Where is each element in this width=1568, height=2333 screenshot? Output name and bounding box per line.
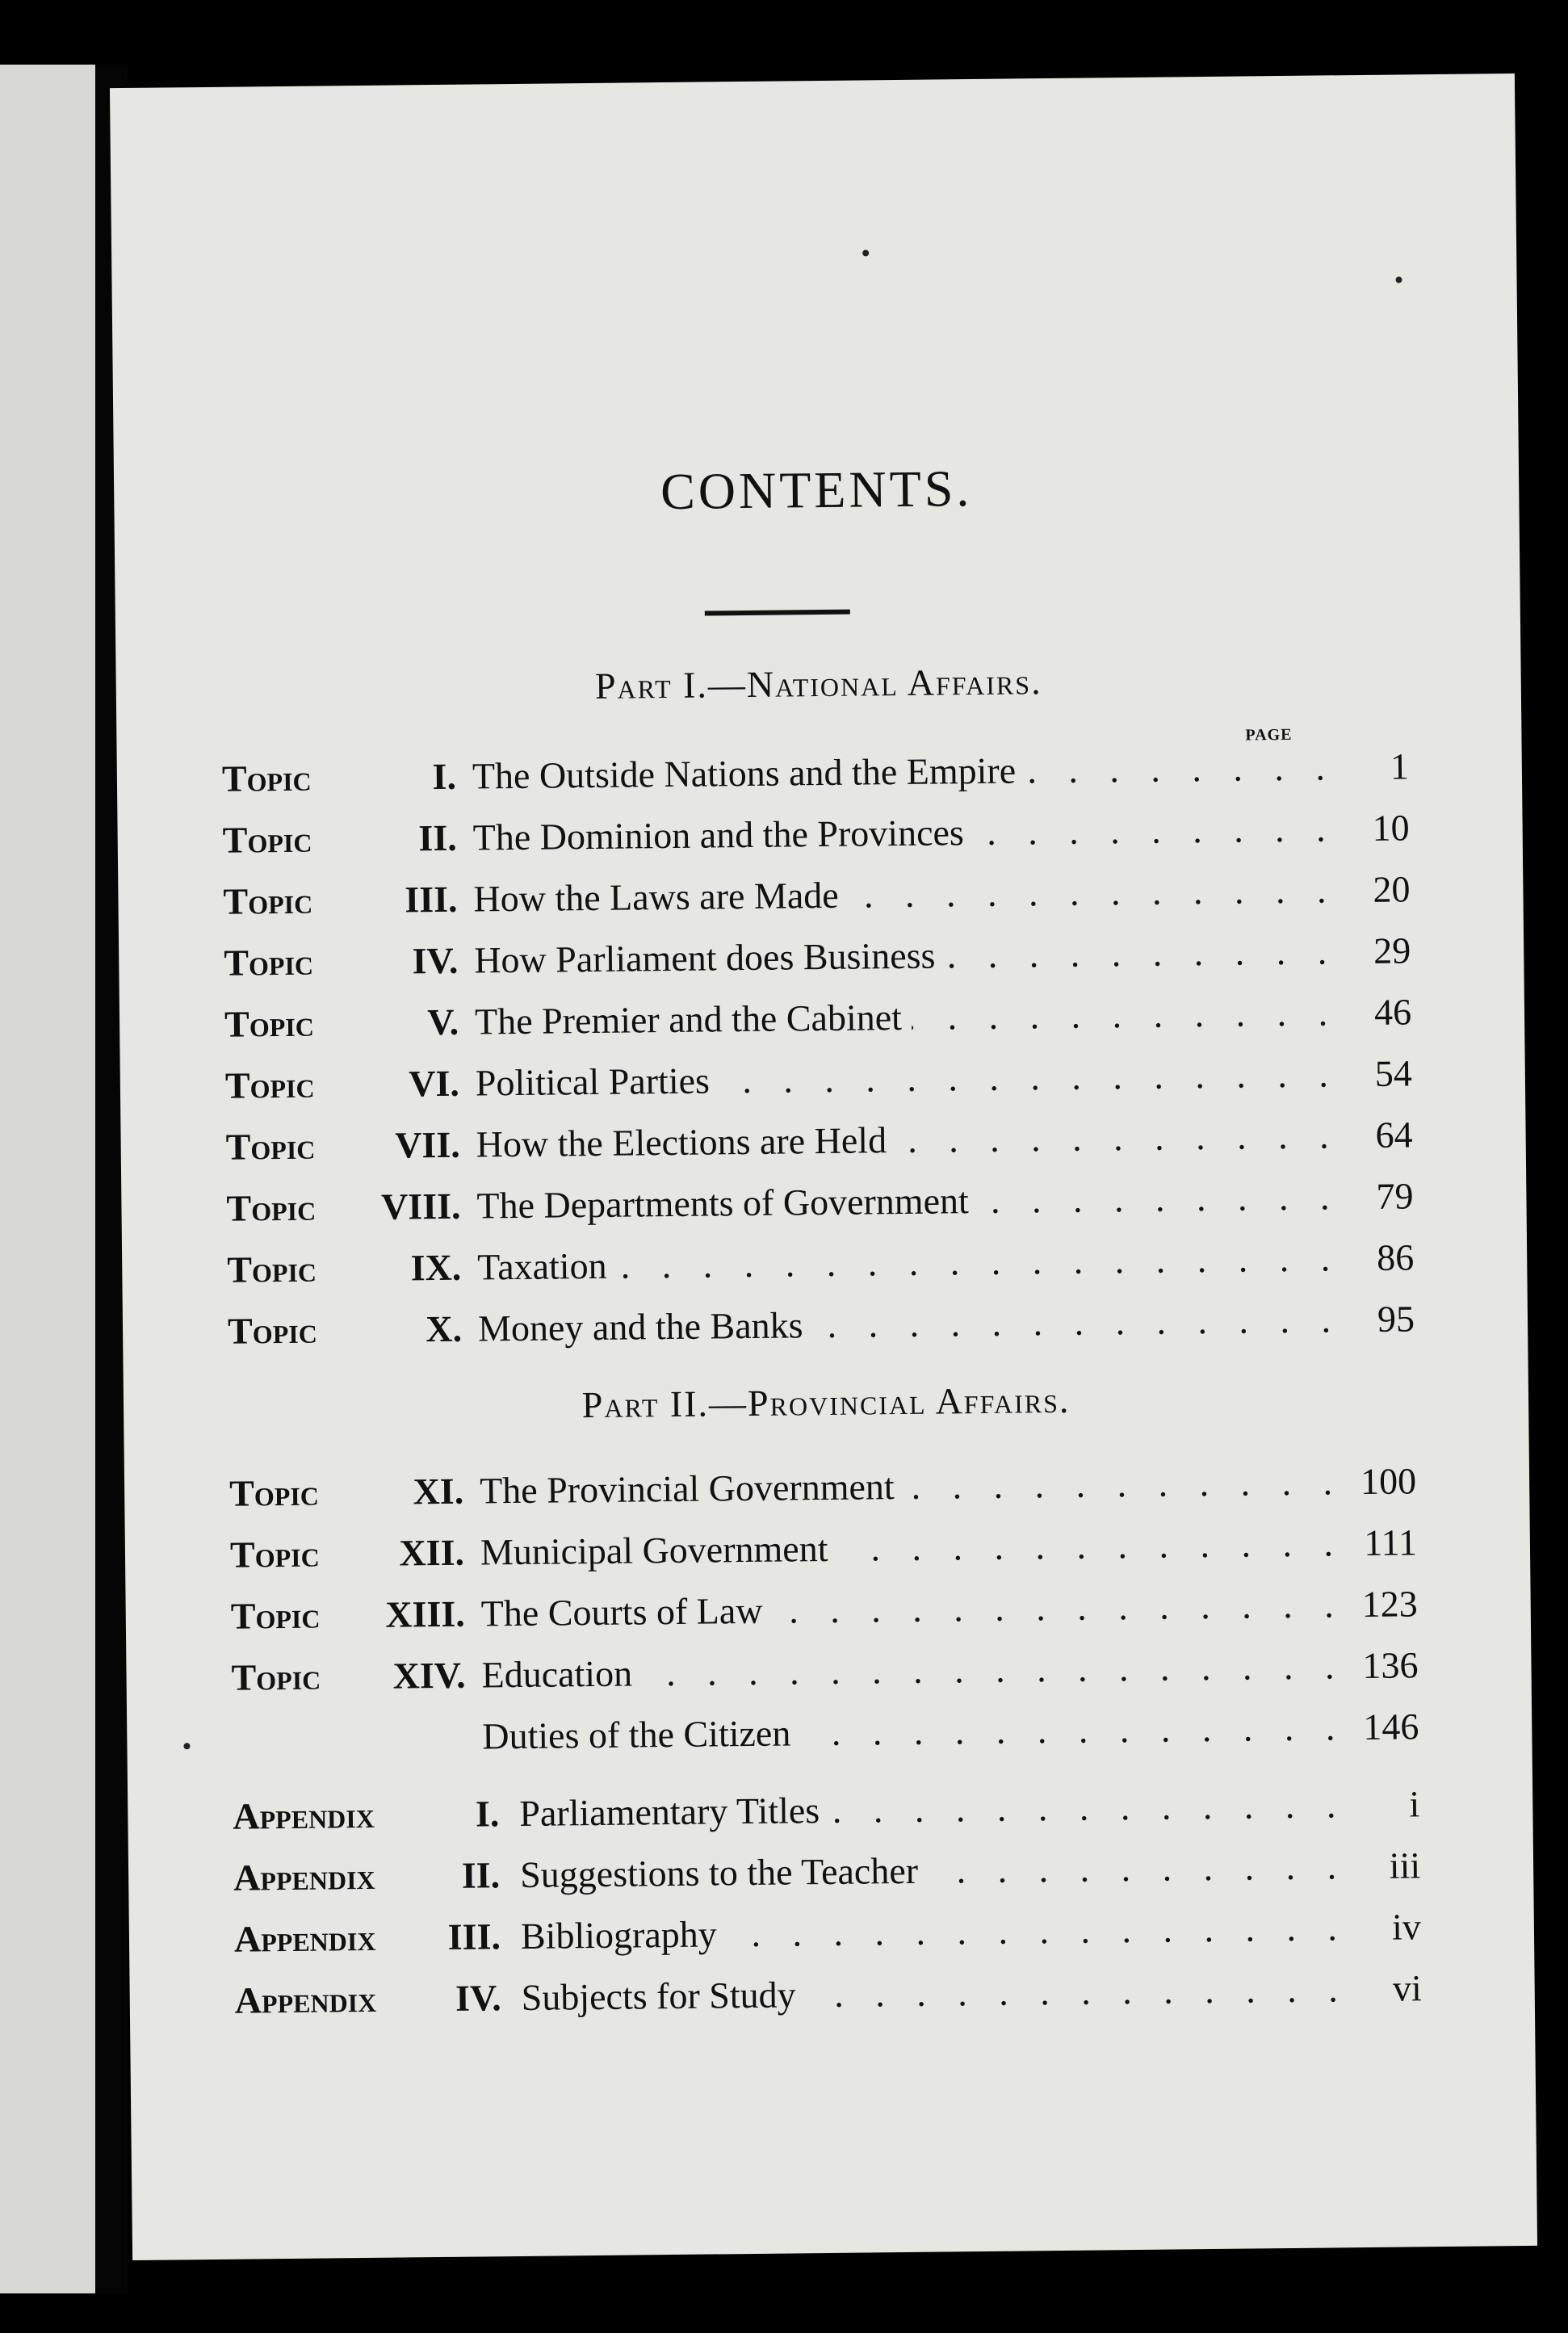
entry-title: Taxation bbox=[477, 1245, 617, 1288]
entry-title-with-leader bbox=[472, 745, 1336, 797]
contents-page bbox=[110, 73, 1537, 2260]
entry-page-number: 54 bbox=[1374, 1052, 1413, 1094]
entry-title: Bibliography bbox=[521, 1913, 727, 1957]
entry-title-with-leader bbox=[478, 1298, 1342, 1349]
entry-prefix: Topic bbox=[229, 1533, 320, 1576]
entry-title: Subjects for Study bbox=[521, 1974, 805, 2018]
entry-title-with-leader bbox=[472, 807, 1336, 858]
scan-speck bbox=[862, 250, 869, 256]
entry-title: How the Laws are Made bbox=[473, 875, 849, 920]
title-rule bbox=[705, 610, 850, 616]
entry-page-number: 136 bbox=[1362, 1644, 1419, 1687]
entry-numeral: X. bbox=[426, 1307, 463, 1350]
entry-prefix: Topic bbox=[226, 1186, 317, 1229]
entry-numeral: III. bbox=[447, 1915, 501, 1957]
entry-prefix: Topic bbox=[231, 1655, 321, 1698]
entry-title-with-leader bbox=[477, 1236, 1341, 1288]
entry-title: The Courts of Law bbox=[481, 1590, 773, 1634]
entry-title-with-leader bbox=[473, 868, 1337, 920]
entry-numeral: II. bbox=[418, 816, 457, 859]
entry-prefix: Topic bbox=[230, 1594, 321, 1637]
entry-numeral: III. bbox=[405, 878, 458, 921]
entry-title: Money and the Banks bbox=[478, 1304, 813, 1349]
entry-title-with-leader bbox=[480, 1583, 1344, 1634]
entry-title-with-leader bbox=[476, 1175, 1340, 1227]
entry-title: Suggestions to the Teacher bbox=[520, 1850, 928, 1895]
entry-title: Municipal Government bbox=[480, 1528, 838, 1573]
scan-speck bbox=[183, 1743, 190, 1749]
page-title: CONTENTS. bbox=[660, 459, 973, 521]
entry-title-with-leader bbox=[519, 1783, 1347, 1835]
entry-title-with-leader bbox=[482, 1706, 1346, 1757]
entry-title: The Premier and the Cabinet bbox=[475, 997, 912, 1043]
entry-title-with-leader bbox=[481, 1644, 1345, 1696]
entry-title-with-leader bbox=[474, 929, 1338, 981]
entry-numeral: VIII. bbox=[380, 1185, 461, 1227]
entry-prefix: Appendix bbox=[233, 1794, 375, 1837]
entry-prefix: Appendix bbox=[234, 1978, 377, 2021]
entry-prefix: Topic bbox=[227, 1248, 317, 1290]
entry-title-with-leader bbox=[521, 1967, 1348, 2019]
entry-prefix: Topic bbox=[228, 1471, 320, 1514]
entry-page-number: 64 bbox=[1375, 1114, 1413, 1156]
entry-label bbox=[228, 1470, 464, 1514]
entry-prefix: Topic bbox=[224, 1064, 315, 1106]
entry-title-with-leader bbox=[480, 1460, 1344, 1512]
entry-page-number: 29 bbox=[1373, 929, 1411, 971]
entry-prefix: Topic bbox=[221, 757, 312, 799]
entry-numeral: IV. bbox=[455, 1977, 502, 2019]
entry-title-with-leader bbox=[476, 1052, 1340, 1104]
entry-page-number: 46 bbox=[1373, 991, 1412, 1033]
entry-page-number: 20 bbox=[1373, 868, 1411, 910]
entry-page-number: 111 bbox=[1364, 1521, 1418, 1564]
part-heading-2: Part II.—Provincial Affairs. bbox=[581, 1378, 1071, 1426]
entry-prefix: Topic bbox=[224, 941, 314, 984]
entry-numeral: VI. bbox=[408, 1062, 460, 1105]
entry-title-with-leader bbox=[520, 1844, 1348, 1896]
page-column-header: PAGE bbox=[1245, 725, 1293, 745]
entry-page-number: 100 bbox=[1360, 1460, 1417, 1503]
entry-numeral: I. bbox=[475, 1793, 500, 1835]
entry-title: Education bbox=[481, 1652, 642, 1695]
entry-title: The Outside Nations and the Empire bbox=[472, 749, 1026, 796]
entry-prefix: Topic bbox=[223, 879, 313, 922]
entry-prefix: Topic bbox=[222, 818, 312, 861]
entry-numeral: IX. bbox=[410, 1246, 462, 1289]
entry-title: How Parliament does Business bbox=[474, 934, 945, 980]
entry-title-with-leader bbox=[480, 1521, 1344, 1573]
entry-title: How the Elections are Held bbox=[476, 1119, 896, 1164]
entry-prefix: Appendix bbox=[233, 1855, 375, 1899]
entry-prefix: Appendix bbox=[233, 1916, 376, 1960]
entry-page-number: 86 bbox=[1376, 1236, 1415, 1278]
entry-page-number: 95 bbox=[1377, 1298, 1415, 1340]
entry-page-number: iii bbox=[1389, 1844, 1421, 1886]
entry-prefix: Topic bbox=[224, 1002, 315, 1045]
entry-numeral: XIV. bbox=[392, 1654, 466, 1697]
part-heading-1: Part I.—National Affairs. bbox=[594, 661, 1042, 707]
entry-title: Parliamentary Titles bbox=[519, 1790, 829, 1834]
entry-page-number: 79 bbox=[1376, 1175, 1414, 1217]
entry-page-number: i bbox=[1409, 1783, 1420, 1825]
entry-title-with-leader bbox=[475, 991, 1339, 1043]
entry-title: The Dominion and the Provinces bbox=[472, 812, 974, 858]
entry-prefix: Topic bbox=[225, 1125, 316, 1168]
entry-page-number: 10 bbox=[1372, 807, 1410, 849]
entry-numeral: I. bbox=[432, 755, 457, 798]
entry-title-with-leader bbox=[521, 1906, 1348, 1957]
entry-title: The Provincial Government bbox=[480, 1466, 904, 1512]
entry-page-number: 146 bbox=[1363, 1706, 1419, 1748]
entry-numeral: IV. bbox=[412, 939, 459, 982]
entry-title-with-leader bbox=[476, 1114, 1340, 1165]
entry-numeral: XI. bbox=[413, 1470, 464, 1513]
entry-label bbox=[233, 1792, 500, 1837]
entry-numeral: XII. bbox=[399, 1531, 465, 1574]
entry-label bbox=[221, 755, 457, 799]
entry-page-number: vi bbox=[1392, 1967, 1422, 2009]
entry-numeral: VII. bbox=[394, 1123, 460, 1166]
entry-numeral: V. bbox=[427, 1001, 459, 1043]
scan-speck bbox=[1395, 276, 1402, 283]
entry-title: The Departments of Government bbox=[476, 1180, 979, 1227]
entry-page-number: iv bbox=[1391, 1906, 1422, 1948]
entry-numeral: XIII. bbox=[385, 1592, 466, 1635]
entry-page-number: 123 bbox=[1361, 1583, 1418, 1626]
entry-prefix: Topic bbox=[227, 1309, 318, 1352]
entry-title: Political Parties bbox=[476, 1060, 720, 1103]
entry-page-number: 1 bbox=[1390, 745, 1410, 787]
entry-numeral: II. bbox=[461, 1854, 501, 1896]
facing-page-edge bbox=[0, 65, 103, 2293]
entry-title: Duties of the Citizen bbox=[482, 1712, 800, 1756]
